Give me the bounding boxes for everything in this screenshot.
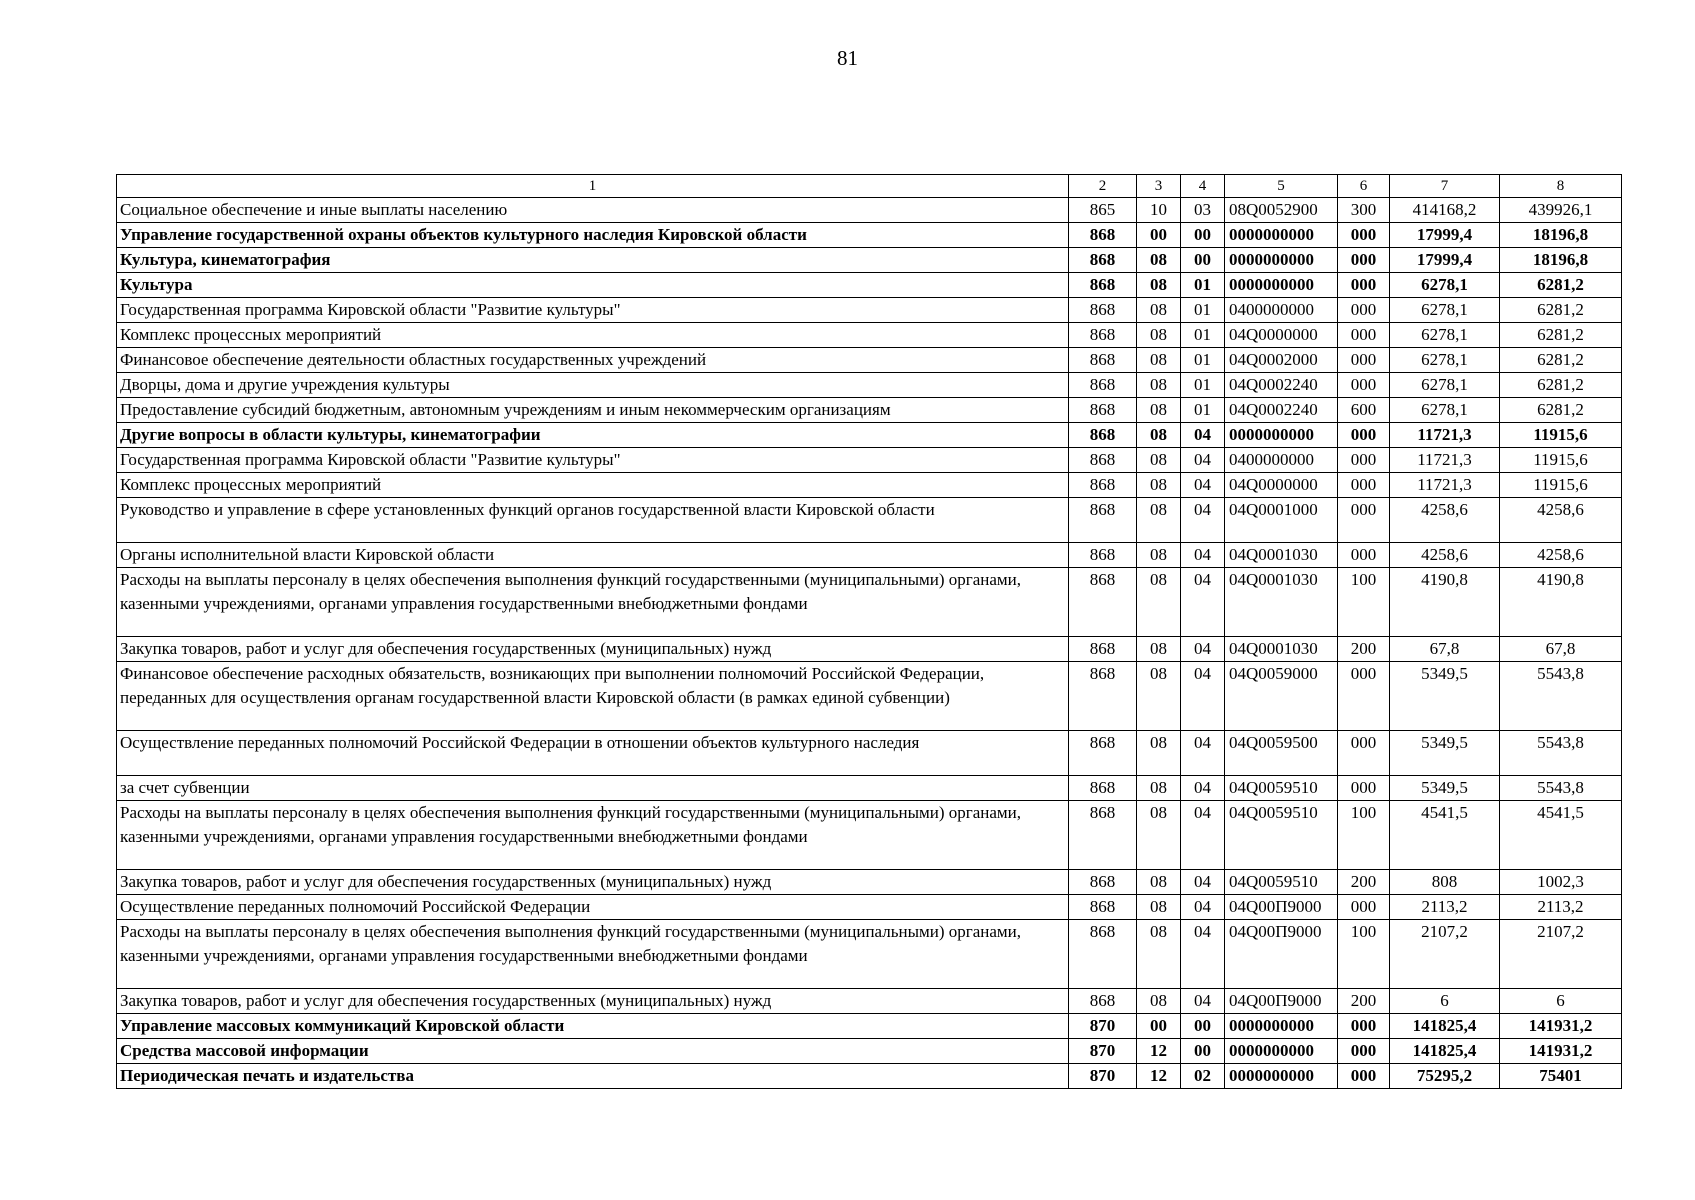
table-row	[117, 920, 1622, 989]
expense-type-cell: 000	[1338, 348, 1390, 373]
section-code-cell: 08	[1137, 373, 1181, 398]
table-row	[117, 298, 1622, 323]
subsection-code-cell: 04	[1181, 776, 1225, 801]
section-code-cell: 08	[1137, 989, 1181, 1014]
row-name-cell: Закупка товаров, работ и услуг для обеспечения государственных (муниципальных) нужд	[117, 989, 1069, 1014]
amount-year1-cell: 5349,5	[1390, 776, 1500, 801]
target-article-cell: 04Q0001030	[1225, 637, 1338, 662]
ministry-code-cell: 865	[1069, 198, 1137, 223]
ministry-code-cell: 868	[1069, 298, 1137, 323]
table-row	[117, 498, 1622, 543]
amount-year1-cell: 6278,1	[1390, 298, 1500, 323]
ministry-code-cell: 868	[1069, 273, 1137, 298]
ministry-code-cell: 868	[1069, 498, 1137, 543]
subsection-code-cell: 04	[1181, 920, 1225, 989]
ministry-code-cell: 868	[1069, 348, 1137, 373]
column-header: 3	[1137, 175, 1181, 198]
column-header: 1	[117, 175, 1069, 198]
table-row	[117, 662, 1622, 731]
expense-type-cell: 000	[1338, 776, 1390, 801]
target-article-cell: 04Q0001000	[1225, 498, 1338, 543]
amount-year1-cell: 2113,2	[1390, 895, 1500, 920]
amount-year1-cell: 2107,2	[1390, 920, 1500, 989]
expense-type-cell: 000	[1338, 543, 1390, 568]
amount-year2-cell: 4258,6	[1500, 498, 1622, 543]
expense-type-cell: 000	[1338, 373, 1390, 398]
expense-type-cell: 100	[1338, 801, 1390, 870]
target-article-cell: 04Q00П9000	[1225, 895, 1338, 920]
table-row	[117, 989, 1622, 1014]
section-code-cell: 08	[1137, 323, 1181, 348]
ministry-code-cell: 868	[1069, 776, 1137, 801]
page-number: 81	[837, 46, 858, 70]
amount-year1-cell: 5349,5	[1390, 662, 1500, 731]
amount-year2-cell: 5543,8	[1500, 662, 1622, 731]
target-article-cell: 04Q0059510	[1225, 776, 1338, 801]
target-article-cell: 04Q0001030	[1225, 543, 1338, 568]
table-row	[117, 895, 1622, 920]
section-code-cell: 12	[1137, 1064, 1181, 1089]
section-code-cell: 10	[1137, 198, 1181, 223]
row-name-cell: Расходы на выплаты персоналу в целях обеспечения выполнения функций государственными (муниципальными) органами, казенными учреждениями, органами управления государственными внебюджетными фондами	[117, 568, 1069, 637]
amount-year1-cell: 11721,3	[1390, 448, 1500, 473]
expense-type-cell: 000	[1338, 323, 1390, 348]
subsection-code-cell: 03	[1181, 198, 1225, 223]
amount-year1-cell: 5349,5	[1390, 731, 1500, 776]
ministry-code-cell: 868	[1069, 448, 1137, 473]
subsection-code-cell: 04	[1181, 895, 1225, 920]
expense-type-cell: 000	[1338, 895, 1390, 920]
table-row	[117, 543, 1622, 568]
ministry-code-cell: 868	[1069, 543, 1137, 568]
table-row	[117, 448, 1622, 473]
amount-year1-cell: 6278,1	[1390, 273, 1500, 298]
subsection-code-cell: 01	[1181, 398, 1225, 423]
expense-type-cell: 200	[1338, 989, 1390, 1014]
row-name-cell: Дворцы, дома и другие учреждения культуры	[117, 373, 1069, 398]
section-code-cell: 08	[1137, 298, 1181, 323]
section-code-cell: 08	[1137, 543, 1181, 568]
table-row	[117, 273, 1622, 298]
table-row	[117, 323, 1622, 348]
row-name-cell: Закупка товаров, работ и услуг для обеспечения государственных (муниципальных) нужд	[117, 637, 1069, 662]
table-row	[117, 373, 1622, 398]
subsection-code-cell: 04	[1181, 568, 1225, 637]
table-row	[117, 423, 1622, 448]
table-row	[117, 1064, 1622, 1089]
amount-year2-cell: 1002,3	[1500, 870, 1622, 895]
target-article-cell: 0000000000	[1225, 1039, 1338, 1064]
section-code-cell: 08	[1137, 731, 1181, 776]
table-row	[117, 1014, 1622, 1039]
amount-year2-cell: 141931,2	[1500, 1039, 1622, 1064]
section-code-cell: 08	[1137, 776, 1181, 801]
amount-year1-cell: 17999,4	[1390, 248, 1500, 273]
amount-year2-cell: 6281,2	[1500, 298, 1622, 323]
target-article-cell: 04Q0002240	[1225, 398, 1338, 423]
amount-year2-cell: 11915,6	[1500, 423, 1622, 448]
amount-year2-cell: 18196,8	[1500, 223, 1622, 248]
expense-type-cell: 200	[1338, 637, 1390, 662]
target-article-cell: 04Q0059500	[1225, 731, 1338, 776]
section-code-cell: 08	[1137, 448, 1181, 473]
subsection-code-cell: 04	[1181, 498, 1225, 543]
column-header: 6	[1338, 175, 1390, 198]
amount-year2-cell: 2113,2	[1500, 895, 1622, 920]
section-code-cell: 12	[1137, 1039, 1181, 1064]
section-code-cell: 00	[1137, 1014, 1181, 1039]
table-row	[117, 198, 1622, 223]
target-article-cell: 04Q0000000	[1225, 473, 1338, 498]
row-name-cell: Другие вопросы в области культуры, кинематографии	[117, 423, 1069, 448]
amount-year1-cell: 414168,2	[1390, 198, 1500, 223]
expense-type-cell: 000	[1338, 1014, 1390, 1039]
subsection-code-cell: 04	[1181, 731, 1225, 776]
row-name-cell: Руководство и управление в сфере установленных функций органов государственной власти Кировской области	[117, 498, 1069, 543]
expense-type-cell: 000	[1338, 498, 1390, 543]
ministry-code-cell: 868	[1069, 920, 1137, 989]
section-code-cell: 08	[1137, 568, 1181, 637]
subsection-code-cell: 02	[1181, 1064, 1225, 1089]
target-article-cell: 04Q0002000	[1225, 348, 1338, 373]
ministry-code-cell: 868	[1069, 248, 1137, 273]
amount-year2-cell: 6281,2	[1500, 348, 1622, 373]
ministry-code-cell: 868	[1069, 423, 1137, 448]
row-name-cell: Финансовое обеспечение расходных обязательств, возникающих при выполнении полномочий Российской Федерации, переданных для осуществления органам государственной власти Кировской области (в рамках единой субвенции)	[117, 662, 1069, 731]
amount-year1-cell: 808	[1390, 870, 1500, 895]
amount-year2-cell: 11915,6	[1500, 448, 1622, 473]
target-article-cell: 0000000000	[1225, 223, 1338, 248]
amount-year1-cell: 6278,1	[1390, 373, 1500, 398]
amount-year1-cell: 17999,4	[1390, 223, 1500, 248]
row-name-cell: Государственная программа Кировской области "Развитие культуры"	[117, 298, 1069, 323]
expense-type-cell: 300	[1338, 198, 1390, 223]
target-article-cell: 04Q00П9000	[1225, 989, 1338, 1014]
expense-type-cell: 000	[1338, 1039, 1390, 1064]
expense-type-cell: 000	[1338, 448, 1390, 473]
subsection-code-cell: 00	[1181, 1014, 1225, 1039]
ministry-code-cell: 868	[1069, 801, 1137, 870]
section-code-cell: 08	[1137, 895, 1181, 920]
target-article-cell: 0400000000	[1225, 298, 1338, 323]
expense-type-cell: 000	[1338, 473, 1390, 498]
ministry-code-cell: 868	[1069, 373, 1137, 398]
subsection-code-cell: 01	[1181, 298, 1225, 323]
amount-year1-cell: 6278,1	[1390, 348, 1500, 373]
section-code-cell: 08	[1137, 398, 1181, 423]
expense-type-cell: 100	[1338, 568, 1390, 637]
column-header: 5	[1225, 175, 1338, 198]
ministry-code-cell: 868	[1069, 870, 1137, 895]
subsection-code-cell: 04	[1181, 448, 1225, 473]
amount-year1-cell: 6	[1390, 989, 1500, 1014]
row-name-cell: Управление государственной охраны объектов культурного наследия Кировской области	[117, 223, 1069, 248]
table-row	[117, 473, 1622, 498]
table-row	[117, 348, 1622, 373]
ministry-code-cell: 868	[1069, 398, 1137, 423]
target-article-cell: 04Q0001030	[1225, 568, 1338, 637]
amount-year1-cell: 4258,6	[1390, 498, 1500, 543]
section-code-cell: 08	[1137, 801, 1181, 870]
section-code-cell: 08	[1137, 870, 1181, 895]
subsection-code-cell: 04	[1181, 423, 1225, 448]
table-row	[117, 248, 1622, 273]
amount-year2-cell: 141931,2	[1500, 1014, 1622, 1039]
expense-type-cell: 000	[1338, 298, 1390, 323]
ministry-code-cell: 868	[1069, 895, 1137, 920]
target-article-cell: 0400000000	[1225, 448, 1338, 473]
row-name-cell: Комплекс процессных мероприятий	[117, 323, 1069, 348]
expense-type-cell: 000	[1338, 423, 1390, 448]
section-code-cell: 08	[1137, 423, 1181, 448]
budget-table	[116, 174, 1622, 1089]
row-name-cell: Государственная программа Кировской области "Развитие культуры"	[117, 448, 1069, 473]
expense-type-cell: 000	[1338, 662, 1390, 731]
subsection-code-cell: 04	[1181, 543, 1225, 568]
target-article-cell: 04Q0059000	[1225, 662, 1338, 731]
target-article-cell: 04Q0000000	[1225, 323, 1338, 348]
table-row	[117, 398, 1622, 423]
ministry-code-cell: 868	[1069, 731, 1137, 776]
target-article-cell: 0000000000	[1225, 423, 1338, 448]
table-row	[117, 776, 1622, 801]
row-name-cell: за счет субвенции	[117, 776, 1069, 801]
subsection-code-cell: 00	[1181, 1039, 1225, 1064]
subsection-code-cell: 04	[1181, 637, 1225, 662]
subsection-code-cell: 04	[1181, 801, 1225, 870]
subsection-code-cell: 01	[1181, 373, 1225, 398]
row-name-cell: Периодическая печать и издательства	[117, 1064, 1069, 1089]
subsection-code-cell: 00	[1181, 248, 1225, 273]
section-code-cell: 00	[1137, 223, 1181, 248]
row-name-cell: Культура, кинематография	[117, 248, 1069, 273]
subsection-code-cell: 00	[1181, 223, 1225, 248]
column-header: 4	[1181, 175, 1225, 198]
row-name-cell: Средства массовой информации	[117, 1039, 1069, 1064]
subsection-code-cell: 04	[1181, 662, 1225, 731]
amount-year2-cell: 4258,6	[1500, 543, 1622, 568]
row-name-cell: Социальное обеспечение и иные выплаты населению	[117, 198, 1069, 223]
table-row	[117, 801, 1622, 870]
column-header: 2	[1069, 175, 1137, 198]
subsection-code-cell: 01	[1181, 323, 1225, 348]
amount-year2-cell: 439926,1	[1500, 198, 1622, 223]
table-row	[117, 223, 1622, 248]
subsection-code-cell: 01	[1181, 273, 1225, 298]
subsection-code-cell: 04	[1181, 989, 1225, 1014]
subsection-code-cell: 04	[1181, 473, 1225, 498]
amount-year2-cell: 75401	[1500, 1064, 1622, 1089]
table-row	[117, 1039, 1622, 1064]
ministry-code-cell: 868	[1069, 568, 1137, 637]
amount-year2-cell: 11915,6	[1500, 473, 1622, 498]
section-code-cell: 08	[1137, 473, 1181, 498]
row-name-cell: Осуществление переданных полномочий Российской Федерации	[117, 895, 1069, 920]
table-row	[117, 637, 1622, 662]
amount-year1-cell: 4190,8	[1390, 568, 1500, 637]
amount-year1-cell: 4541,5	[1390, 801, 1500, 870]
ministry-code-cell: 868	[1069, 989, 1137, 1014]
section-code-cell: 08	[1137, 920, 1181, 989]
row-name-cell: Расходы на выплаты персоналу в целях обеспечения выполнения функций государственными (муниципальными) органами, казенными учреждениями, органами управления государственными внебюджетными фондами	[117, 801, 1069, 870]
section-code-cell: 08	[1137, 498, 1181, 543]
ministry-code-cell: 868	[1069, 223, 1137, 248]
subsection-code-cell: 01	[1181, 348, 1225, 373]
subsection-code-cell: 04	[1181, 870, 1225, 895]
section-code-cell: 08	[1137, 273, 1181, 298]
expense-type-cell: 000	[1338, 223, 1390, 248]
amount-year1-cell: 11721,3	[1390, 473, 1500, 498]
ministry-code-cell: 870	[1069, 1014, 1137, 1039]
section-code-cell: 08	[1137, 348, 1181, 373]
row-name-cell: Закупка товаров, работ и услуг для обеспечения государственных (муниципальных) нужд	[117, 870, 1069, 895]
section-code-cell: 08	[1137, 248, 1181, 273]
row-name-cell: Культура	[117, 273, 1069, 298]
expense-type-cell: 000	[1338, 731, 1390, 776]
amount-year2-cell: 18196,8	[1500, 248, 1622, 273]
table-row	[117, 731, 1622, 776]
ministry-code-cell: 870	[1069, 1039, 1137, 1064]
expense-type-cell: 000	[1338, 248, 1390, 273]
amount-year2-cell: 4541,5	[1500, 801, 1622, 870]
amount-year2-cell: 5543,8	[1500, 776, 1622, 801]
row-name-cell: Комплекс процессных мероприятий	[117, 473, 1069, 498]
row-name-cell: Финансовое обеспечение деятельности областных государственных учреждений	[117, 348, 1069, 373]
ministry-code-cell: 868	[1069, 637, 1137, 662]
ministry-code-cell: 870	[1069, 1064, 1137, 1089]
row-name-cell: Осуществление переданных полномочий Российской Федерации в отношении объектов культурного наследия	[117, 731, 1069, 776]
amount-year1-cell: 6278,1	[1390, 398, 1500, 423]
section-code-cell: 08	[1137, 662, 1181, 731]
expense-type-cell: 000	[1338, 273, 1390, 298]
ministry-code-cell: 868	[1069, 473, 1137, 498]
amount-year1-cell: 67,8	[1390, 637, 1500, 662]
expense-type-cell: 100	[1338, 920, 1390, 989]
ministry-code-cell: 868	[1069, 662, 1137, 731]
target-article-cell: 04Q00П9000	[1225, 920, 1338, 989]
target-article-cell: 04Q0059510	[1225, 870, 1338, 895]
amount-year2-cell: 6281,2	[1500, 373, 1622, 398]
amount-year2-cell: 5543,8	[1500, 731, 1622, 776]
target-article-cell: 0000000000	[1225, 1064, 1338, 1089]
amount-year1-cell: 4258,6	[1390, 543, 1500, 568]
amount-year2-cell: 2107,2	[1500, 920, 1622, 989]
table-row	[117, 568, 1622, 637]
column-header: 8	[1500, 175, 1622, 198]
amount-year2-cell: 67,8	[1500, 637, 1622, 662]
amount-year1-cell: 141825,4	[1390, 1014, 1500, 1039]
table-row	[117, 870, 1622, 895]
amount-year1-cell: 75295,2	[1390, 1064, 1500, 1089]
target-article-cell: 0000000000	[1225, 1014, 1338, 1039]
expense-type-cell: 200	[1338, 870, 1390, 895]
target-article-cell: 08Q0052900	[1225, 198, 1338, 223]
expense-type-cell: 600	[1338, 398, 1390, 423]
amount-year2-cell: 6281,2	[1500, 273, 1622, 298]
target-article-cell: 04Q0059510	[1225, 801, 1338, 870]
amount-year2-cell: 6	[1500, 989, 1622, 1014]
ministry-code-cell: 868	[1069, 323, 1137, 348]
target-article-cell: 0000000000	[1225, 273, 1338, 298]
target-article-cell: 0000000000	[1225, 248, 1338, 273]
table-header-row	[117, 175, 1622, 198]
row-name-cell: Расходы на выплаты персоналу в целях обеспечения выполнения функций государственными (муниципальными) органами, казенными учреждениями, органами управления государственными внебюджетными фондами	[117, 920, 1069, 989]
row-name-cell: Управление массовых коммуникаций Кировской области	[117, 1014, 1069, 1039]
amount-year1-cell: 11721,3	[1390, 423, 1500, 448]
amount-year2-cell: 4190,8	[1500, 568, 1622, 637]
amount-year2-cell: 6281,2	[1500, 323, 1622, 348]
row-name-cell: Предоставление субсидий бюджетным, автономным учреждениям и иным некоммерческим организациям	[117, 398, 1069, 423]
target-article-cell: 04Q0002240	[1225, 373, 1338, 398]
expense-type-cell: 000	[1338, 1064, 1390, 1089]
section-code-cell: 08	[1137, 637, 1181, 662]
amount-year1-cell: 6278,1	[1390, 323, 1500, 348]
row-name-cell: Органы исполнительной власти Кировской области	[117, 543, 1069, 568]
column-header: 7	[1390, 175, 1500, 198]
amount-year2-cell: 6281,2	[1500, 398, 1622, 423]
amount-year1-cell: 141825,4	[1390, 1039, 1500, 1064]
